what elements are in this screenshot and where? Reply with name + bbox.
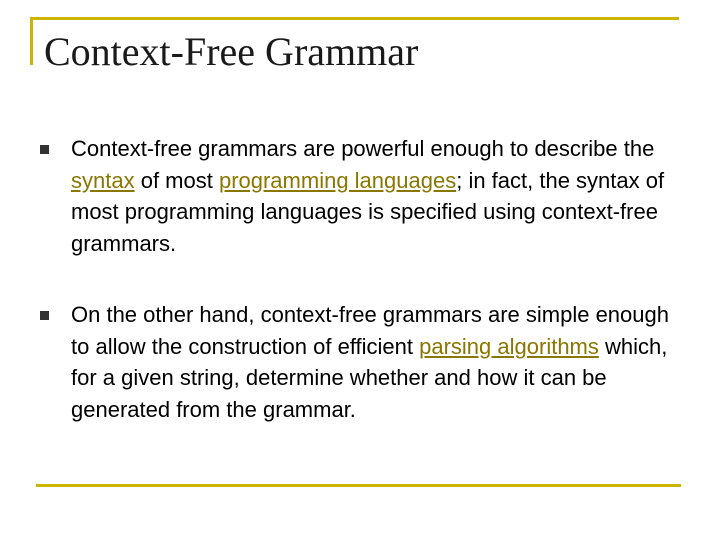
- bottom-rule: [36, 484, 681, 487]
- square-bullet-icon: [40, 311, 49, 320]
- square-bullet-icon: [40, 145, 49, 154]
- bullet-text-segment: On the other hand, context-free grammars are simple enough to allow the construction of efficient: [71, 302, 669, 359]
- bullet-text: [71, 133, 681, 259]
- syntax-link[interactable]: syntax: [71, 167, 135, 193]
- bullet-text-segment: which, for a given string, determine whether and how it can be generated from the grammar.: [71, 333, 668, 422]
- title-frame-left-rule: [30, 17, 33, 65]
- parsing-algorithms-link[interactable]: parsing algorithms: [419, 333, 599, 359]
- slide-title: Context-Free Grammar: [44, 29, 419, 74]
- programming-languages-link[interactable]: programming languages: [218, 167, 457, 193]
- bullet-text-segment: of most: [134, 167, 219, 193]
- title-frame-top-rule: [30, 17, 679, 20]
- bullet-text-segment: Context-free grammars are powerful enough to describe the: [71, 136, 655, 161]
- bullet-text: [71, 299, 681, 425]
- bullet-text-segment: ; in fact, the syntax of most programming languages is specified using context-free grammars.: [71, 167, 665, 256]
